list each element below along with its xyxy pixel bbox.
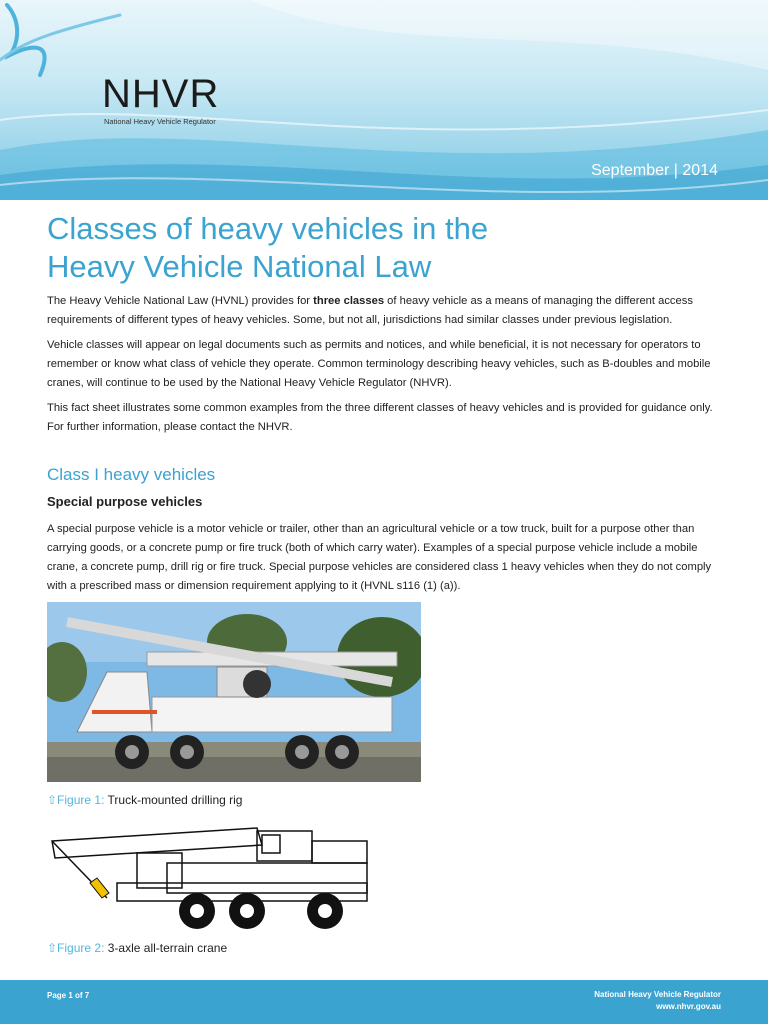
logo-subtitle: National Heavy Vehicle Regulator (104, 117, 216, 126)
footer-org-block (594, 989, 721, 1013)
figure-2-caption (47, 941, 227, 955)
footer-org: National Heavy Vehicle Regulator (594, 990, 721, 999)
section-body: A special purpose vehicle is a motor vehicle or trailer, other than an agricultural vehicle or a tow truck, built for a purpose other than carrying goods, or a concrete pump or fire truck (both of which carry water). Examples of a special purpose vehicle include a mobile crane, a concrete pump, drill rig or fire truck. Special purpose vehicles are considered class 1 heavy vehicles when they do not comply with a prescribed mass or dimension requirement applying to it (HVNL s116 (1) (a)). (47, 523, 712, 592)
title-line-2: Heavy Vehicle National Law (47, 249, 432, 284)
intro-paragraph-3: This fact sheet illustrates some common examples from the three different classes of heavy vehicles and is provided for guidance only. For further information, please contact the NHVR. (47, 402, 713, 433)
intro-p1-bold: three classes (313, 295, 385, 307)
figure-2-label: ⇧Figure 2: (47, 941, 105, 955)
drilling-rig-photo (47, 602, 421, 782)
page-footer (0, 980, 768, 1024)
page-number: Page 1 of 7 (47, 991, 90, 1000)
footer-url[interactable]: www.nhvr.gov.au (656, 1002, 721, 1011)
page-header (0, 0, 768, 200)
section-subheading: Special purpose vehicles (47, 494, 203, 509)
intro-p1-text-after: of heavy vehicle as a means of managing the different access requirements of different types of heavy vehicles. Some, but not all, jurisdictions had similar classes under previous legislation. (47, 295, 693, 326)
figure-2-text: 3-axle all-terrain crane (104, 941, 228, 955)
intro-p1-text: The Heavy Vehicle National Law (HVNL) provides for (47, 295, 314, 307)
intro-paragraph-2: Vehicle classes will appear on legal documents such as permits and notices, and while beneficial, it is not necessary for operators to remember or know what class of vehicle they operate. Common terminology describing heavy vehicles, such as B-doubles and mobile cranes, will continue to be used by the National Heavy Vehicle Regulator (NHVR). (47, 339, 711, 389)
section-heading: Class I heavy vehicles (47, 465, 216, 484)
figure-1-text: Truck-mounted drilling rig (104, 793, 243, 807)
intro-paragraph-1 (47, 292, 727, 330)
page-title (47, 210, 727, 286)
title-line-1: Classes of heavy vehicles in the (47, 211, 489, 246)
logo-text: NHVR (102, 72, 220, 116)
publication-date: September | 2014 (591, 162, 718, 179)
figure-1-caption (47, 793, 242, 807)
crane-line-drawing (47, 823, 387, 933)
figure-1-label: ⇧Figure 1: (47, 793, 105, 807)
